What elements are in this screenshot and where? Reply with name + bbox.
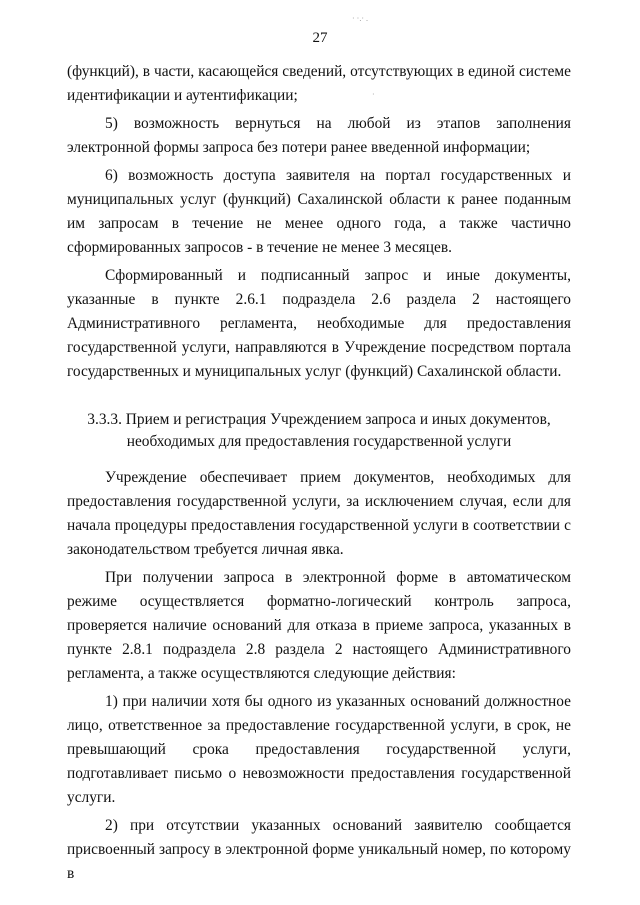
paragraph: При получении запроса в электронной форме в автоматическом режиме осуществляется форматно-логический контроль запроса, проверяется наличие оснований для отказа в приеме запроса, указанных в пункте 2.8.1 подраздела 2.8 раздела 2 настоящего Административного регламента, а также осуществляются следующие действия: bbox=[67, 569, 571, 682]
section-heading-line: 3.3.3. Прием и регистрация Учреждением запроса и иных документов, bbox=[87, 411, 551, 428]
paragraph: 5) возможность вернуться на любой из этапов заполнения электронной формы запроса без потери ранее введенной информации; bbox=[67, 115, 571, 156]
page-number: 27 bbox=[312, 30, 328, 46]
section-heading-line: необходимых для предоставления государственной услуги bbox=[126, 433, 512, 450]
paragraph: Учреждение обеспечивает прием документов, необходимых для предоставления государственной услуги, за исключением случая, если для начала процедуры предоставления государственной услуги в соответствии с законодательством требуется личная явка. bbox=[67, 469, 571, 558]
paragraph: 2) при отсутствии указанных оснований заявителю сообщается присвоенный запросу в электронной форме уникальный номер, по которому в bbox=[67, 817, 571, 882]
paragraph: (функций), в части, касающейся сведений, отсутствующих в единой системе идентификации и аутентификации; bbox=[67, 63, 571, 104]
document-body bbox=[67, 60, 571, 890]
paragraph: 1) при наличии хотя бы одного из указанных оснований должностное лицо, ответственное за предоставление государственной услуги, в срок, не превышающий срока предоставления государственной услуги, подготавливает письмо о невозможности предоставления государственной услуги. bbox=[67, 693, 571, 806]
scan-speck: · bbox=[372, 90, 375, 99]
scan-speck: · ·.· . bbox=[352, 14, 368, 23]
section-heading bbox=[67, 409, 571, 453]
paragraph: Сформированный и подписанный запрос и иные документы, указанные в пункте 2.6.1 подраздела 2.6 раздела 2 настоящего Административного регламента, необходимые для предоставления государственной услуги, направляются в Учреждение посредством портала государственных и муниципальных услуг (функций) Сахалинской области. bbox=[67, 267, 571, 380]
paragraph: 6) возможность доступа заявителя на портал государственных и муниципальных услуг (функций) Сахалинской области к ранее поданным им запросам в течение не менее одного года, а также частично сформированных запросов - в течение не менее 3 месяцев. bbox=[67, 167, 571, 256]
